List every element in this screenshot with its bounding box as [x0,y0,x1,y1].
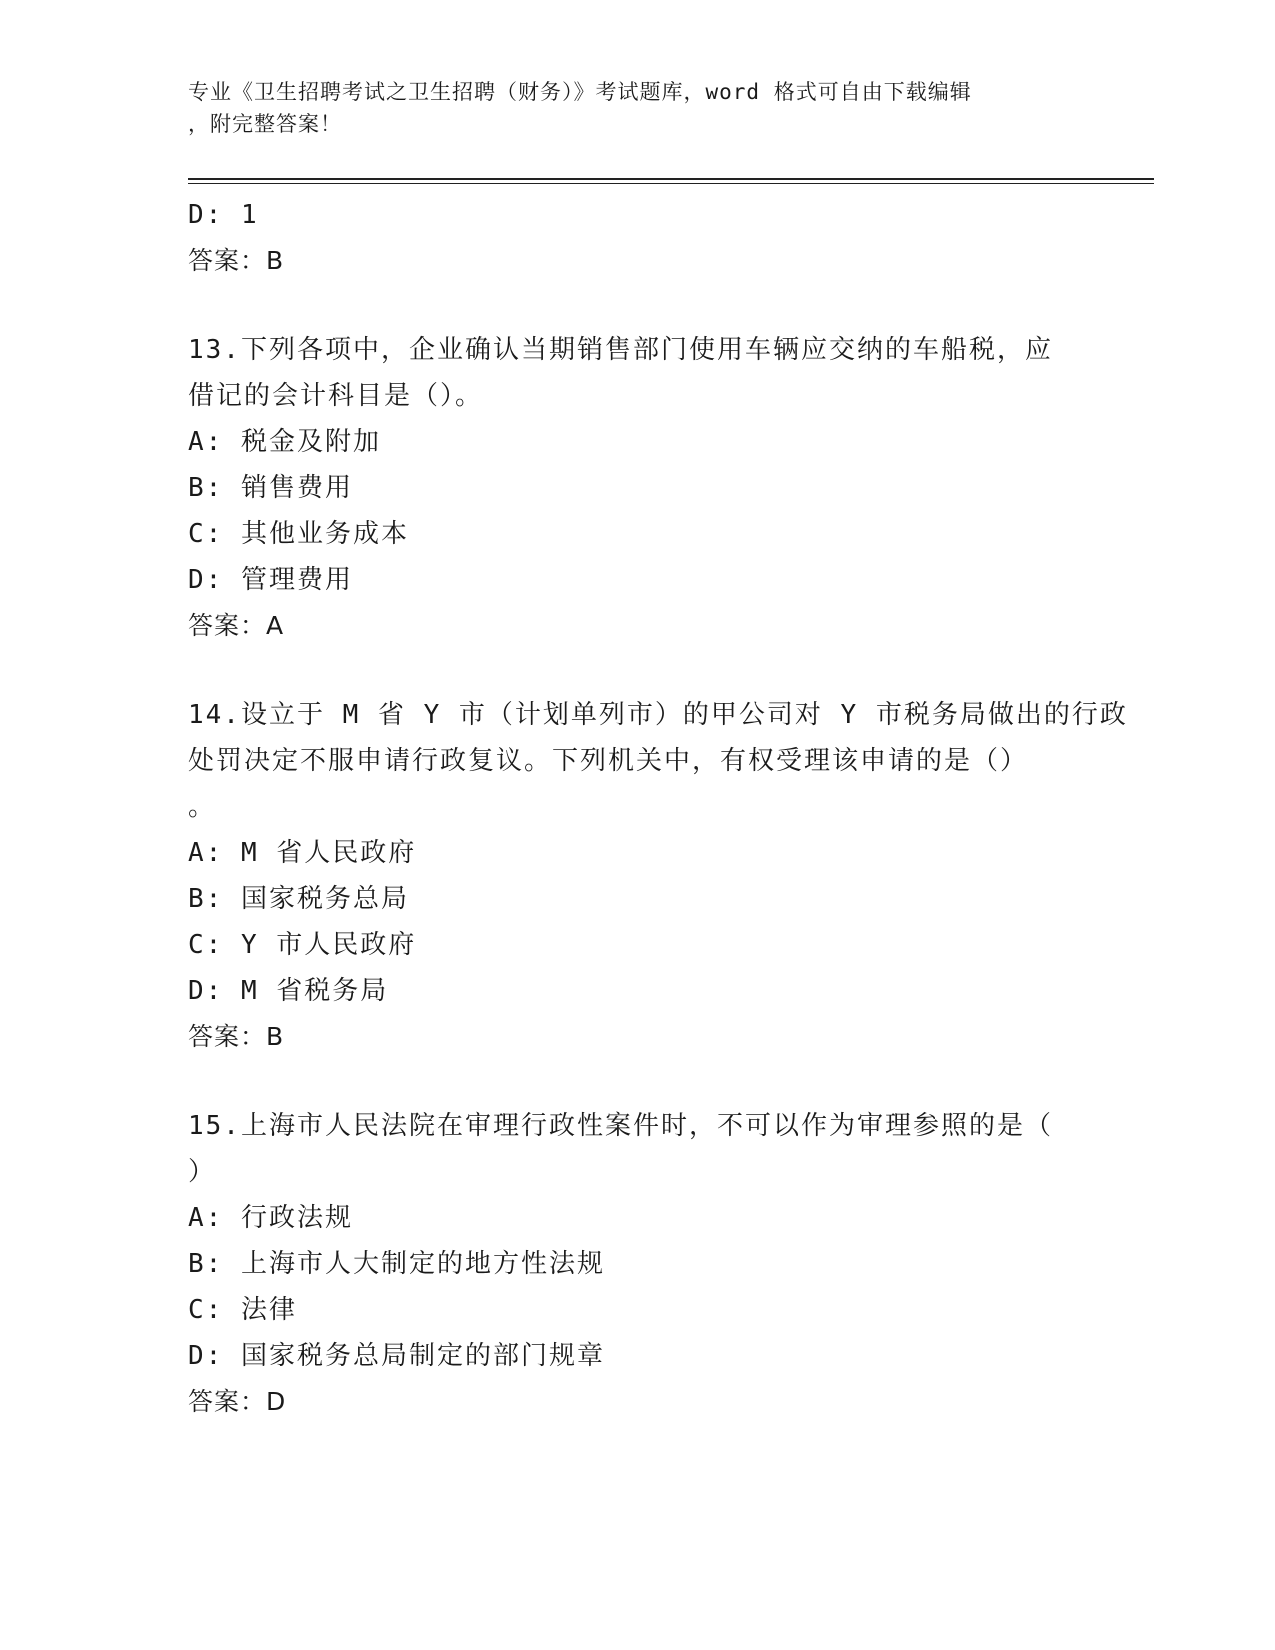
header-divider-thin [188,183,1154,184]
question-text-line: 15.上海市人民法院在审理行政性案件时，不可以作为审理参照的是（ [188,1111,1053,1141]
spacer [188,284,1078,327]
question-13 [188,327,1078,649]
previous-question-tail [188,192,1078,284]
question-14 [188,692,1128,1060]
question-text-line: 借记的会计科目是（）。 [188,381,484,411]
answer-line: 答案：B [188,246,285,275]
answer-line: 答案：B [188,1022,285,1051]
question-text-line: ） [188,1157,217,1187]
option-b: B: 国家税务总局 [188,884,409,914]
header-divider-thick [188,178,1154,180]
option-a: A: 税金及附加 [188,427,381,457]
spacer [188,649,1078,692]
option-b: B: 销售费用 [188,473,353,503]
header-line-1: 专业《卫生招聘考试之卫生招聘（财务）》考试题库，word 格式可自由下载编辑 [188,80,972,104]
option-b: B: 上海市人大制定的地方性法规 [188,1249,605,1279]
option-c: C: 其他业务成本 [188,519,409,549]
option-d: D: M 省税务局 [188,976,389,1006]
question-text-line: 处罚决定不服申请行政复议。下列机关中，有权受理该申请的是（） [188,746,1029,776]
option-d: D: 管理费用 [188,565,353,595]
option-c: C: 法律 [188,1295,297,1325]
answer-line: 答案：D [188,1387,287,1416]
option-d: D: 1 [188,200,259,230]
header-line-2: ，附完整答案！ [188,112,342,136]
question-15 [188,1103,1078,1425]
answer-line: 答案：A [188,611,285,640]
option-c: C: Y 市人民政府 [188,930,417,960]
question-text-line: 。 [188,792,217,822]
option-d: D: 国家税务总局制定的部门规章 [188,1341,605,1371]
question-text-line: 13.下列各项中，企业确认当期销售部门使用车辆应交纳的车船税，应 [188,335,1053,365]
document-header [188,76,1078,140]
spacer [188,1060,1078,1103]
option-a: A: M 省人民政府 [188,838,417,868]
question-text-line: 14.设立于 M 省 Y 市（计划单列市）的甲公司对 Y 市税务局做出的行政 [188,700,1128,730]
question-list [188,192,1128,1425]
option-a: A: 行政法规 [188,1203,353,1233]
